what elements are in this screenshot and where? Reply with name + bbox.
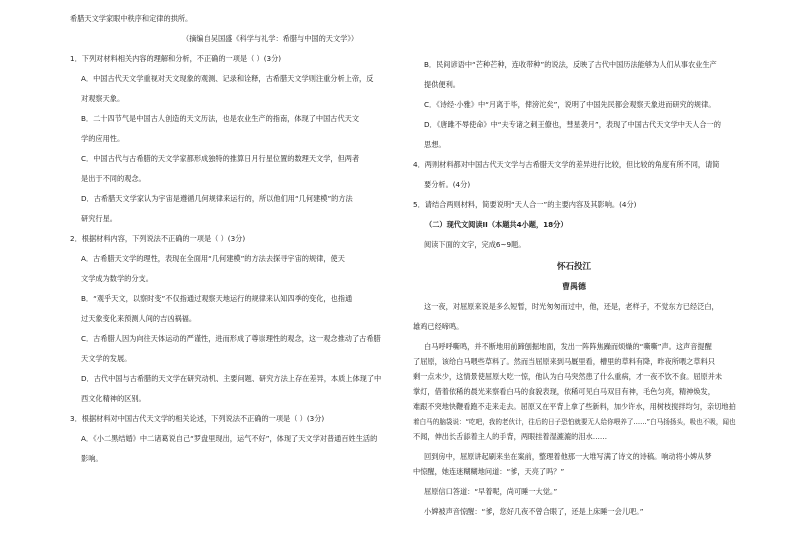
- option-a-cont: 对观察天象。: [81, 94, 125, 103]
- question-5: 5．请结合两则材料，简要说明“天人合一”的主要内容及其影响。(4分): [413, 200, 637, 209]
- paragraph-line: 屈原信口答道：“早着呢，尚可睡一大觉。”: [424, 487, 558, 496]
- option-c-cont: 是出于不同的观念。: [81, 174, 146, 183]
- option-a: A．中国古代天文学重视对天文现象的观测、记录和诠释，古希腊天文学则注重分析上帝，反: [81, 74, 374, 83]
- question-1: 1．下列对材料相关内容的理解和分析，不正确的一项是（ ）(3分): [70, 54, 282, 63]
- option-a-cont: 影响。: [81, 454, 103, 463]
- story-author: 曹禺德: [562, 282, 586, 291]
- paragraph-line: 小婢被声音惊醒：“爹，您好几夜不曾合眼了，还是上床睡一会儿吧。”: [424, 507, 644, 516]
- question-4: 4．两则材料都对中国古代天文学与古希腊天文学的差异进行比较，但比较的角度有所不同，请简: [413, 160, 720, 169]
- option-c-cont: 天文学的发展。: [81, 354, 132, 363]
- paragraph-line: 回到房中，屈原讲起刷来坐在案前，整理着他那一大堆写满了诗文的诗稿。响动将小婢从梦: [424, 452, 712, 461]
- option-a-cont: 文学成为数学的分支。: [81, 274, 153, 283]
- option-d: D．古希腊天文学家认为宇宙是遵循几何规律来运行的，所以他们用“几何建模”的方法: [81, 194, 353, 203]
- paragraph-line: 雄鸡已经啼鸣。: [413, 322, 464, 331]
- paragraph-line: 白马呼呼嘶鸣，并不断地用前蹄刨掘地面，发出一阵阵焦躁而烦燥的“嘶嘶”声。这声音提醒: [424, 342, 712, 351]
- paragraph-line: 中惊醒，她连迷糊糊地问道：“爹，天亮了吗？”: [413, 467, 565, 476]
- option-b: B．民间谚语中“芒种芒种，连收带种”的说法，反映了古代中国历法能够为人们从事农业生产: [424, 60, 717, 69]
- option-b-cont: 提供便利。: [424, 80, 460, 89]
- story-title: 怀石投江: [556, 262, 591, 272]
- option-c: C．《诗经·小雅》中“月离于毕，俾滂沱矣”，说明了中国先民都会观察天象进而研究的规律。: [424, 100, 716, 109]
- question-2: 2．根据材料内容，下列说法不正确的一项是（ ）(3分): [70, 234, 246, 243]
- option-b: B．二十四节气是中国古人创造的天文历法，也是农业生产的指南，体现了中国古代天文: [81, 114, 360, 123]
- paragraph-line: 难跟不突地快鞭看跑不走来走去。屈原又在平背上拿了些新料，加少许水，用树枝搅拌均匀，亲切地拍: [413, 402, 736, 411]
- option-a: A．古希腊天文学的理性，表现在全面用“几何建模”的方法去探寻宇宙的规律，使天: [81, 254, 345, 263]
- option-d-cont: 思想。: [424, 140, 446, 149]
- paragraph-line: 掌灯，借着依稀的晨光来察看白马的食貌表现，依稀可见白马双目有神，毛色匀亮，精神焕发，: [413, 387, 715, 396]
- option-b: B．“观乎天文，以察时变”不仅指通过观察天地运行的规律来认知四季的变化，也指通: [81, 294, 353, 303]
- option-a: A．《小二黑结婚》中二诸葛说自己“罗盘里现出，运气不好”，体现了天文学对普通百姓生活的: [81, 434, 378, 443]
- text-line: 希腊天文学家眼中秩序和定律的拱所。: [70, 14, 193, 23]
- option-d: D．《唐雎不辱使命》中“夫专诸之刺王僚也，彗星袭月”，表现了中国古代天文学中天人合一的: [424, 120, 721, 129]
- option-d: D．古代中国与古希腊的天文学在研究动机、主要问题、研究方法上存在差异，本质上体现了中: [81, 374, 382, 383]
- source-citation: （摘编自吴国盛《科学与礼学：希腊与中国的天文学》）: [182, 34, 359, 43]
- option-d-cont: 研究行星。: [81, 214, 117, 223]
- option-d-cont: 西文化精神的区别。: [81, 394, 146, 403]
- paragraph-line: 着白马的脑袋说：“吃吧，我的老伙计，往后的日子恐怕就要无人给你喂养了……”白马扬扬头，吸也不吸，闻也: [413, 418, 736, 426]
- question-4-cont: 要分析。(4分): [424, 180, 471, 189]
- section-heading: （二）现代文阅读II（本题共4小题，18分）: [425, 220, 568, 229]
- option-b-cont: 学的应用性。: [81, 134, 125, 143]
- paragraph-line: 了屈原，该给白马喂些草料了。然而当屈原来到马厩里看，槽里的草料有降，昨夜所喂之草料只: [413, 357, 715, 366]
- paragraph-line: 不闻，伸出长舌舔着主人的手背，两眼挂着湿漉漉的泪水……: [413, 432, 608, 441]
- option-c: C．古希腊人因为向往天体运动的严谨性，进而形成了尊崇理性的观念，这一观念推动了古希腊: [81, 334, 381, 343]
- question-3: 3．根据材料对中国古代天文学的相关论述，下列说法不正确的一项是（ ）(3分): [70, 414, 325, 423]
- paragraph-line: 这一夜，对屈原来说是多么短暂，时光匆匆而过中，他，还是，老样子，不觉东方已经泛白，: [424, 302, 719, 311]
- reading-instruction: 阅读下面的文字，完成6~9题。: [424, 240, 526, 249]
- option-b-cont: 过天象变化来预测人间的吉凶祸福。: [81, 314, 197, 323]
- paragraph-line: 剩一点未少，这情景使屈原大吃一惊，他认为白马突然患了什么重病，才一夜不饮不食。屈原并未: [413, 372, 723, 381]
- option-c: C．中国古代与古希腊的天文学家都形成独特的推算日月行星位置的数理天文学，但两者: [81, 154, 360, 163]
